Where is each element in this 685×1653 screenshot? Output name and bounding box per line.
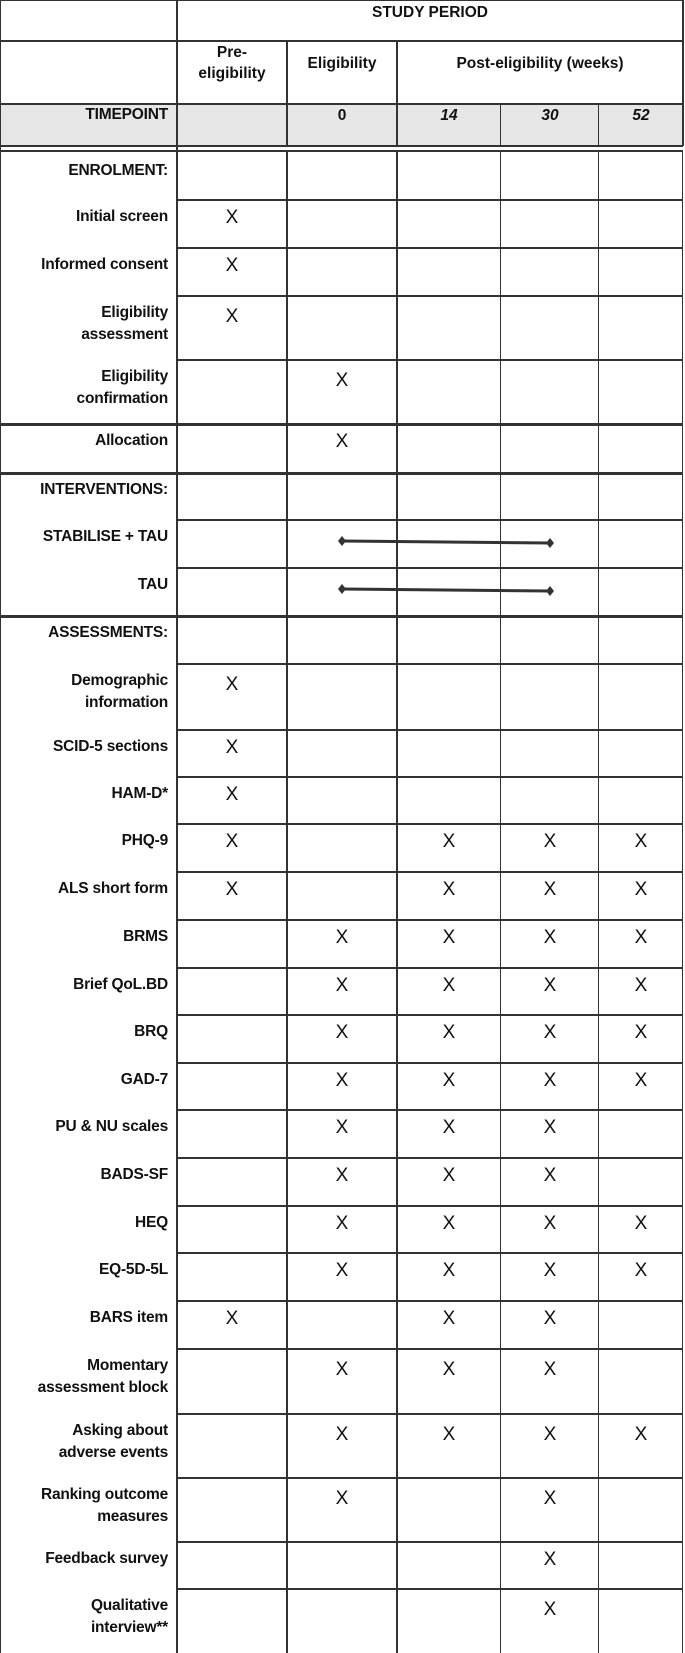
schedule-mark: X [335,1213,349,1234]
schedule-mark: X [543,1308,557,1329]
schedule-mark: X [442,879,456,900]
schedule-mark: X [543,1070,557,1091]
timepoint-52: 52 [632,107,650,124]
schedule-mark: X [335,975,349,996]
schedule-mark: X [225,879,239,900]
schedule-mark: X [543,1260,557,1281]
schedule-mark: X [543,927,557,948]
schedule-mark: X [335,1070,349,1091]
study-period-header: STUDY PERIOD [372,4,488,21]
section-heading: ASSESSMENTS: [48,624,168,641]
row-label: GAD-7 [120,1071,168,1088]
schedule-mark: X [442,1213,456,1234]
row-label: EQ-5D-5L [98,1261,168,1278]
section-heading: INTERVENTIONS: [40,481,168,498]
row-label: TAU [137,576,168,593]
schedule-mark: X [442,975,456,996]
row-label: HAM-D* [111,785,168,802]
schedule-mark: X [225,207,239,228]
schedule-mark: X [335,1359,349,1380]
schedule-mark: X [225,306,239,327]
schedule-mark: X [543,1599,557,1620]
schedule-mark: X [543,1213,557,1234]
row-label: HEQ [135,1214,168,1231]
row-label: Asking about adverse events [58,1422,168,1461]
schedule-mark: X [634,1424,648,1445]
row-label: SCID-5 sections [52,738,168,755]
schedule-mark: X [543,1549,557,1570]
timepoint-30: 30 [541,107,559,124]
schedule-mark: X [442,1308,456,1329]
schedule-mark: X [543,1165,557,1186]
row-label: BRMS [123,928,168,945]
row-label: Eligibility confirmation [76,368,168,407]
schedule-mark: X [543,1488,557,1509]
schedule-mark: X [442,1424,456,1445]
schedule-mark: X [543,1424,557,1445]
row-label: Brief QoL.BD [73,976,168,993]
schedule-mark: X [442,1260,456,1281]
period-pre-eligibility: Pre- eligibility [198,44,266,82]
section-heading: ENROLMENT: [68,162,168,179]
period-post-eligibility: Post-eligibility (weeks) [456,55,624,72]
schedule-mark: X [335,1260,349,1281]
row-label: Feedback survey [45,1550,168,1567]
row-label: BRQ [134,1023,168,1040]
row-label: BADS-SF [100,1166,168,1183]
diamond-endpoint-icon [546,538,554,548]
row-label: Informed consent [41,256,168,273]
row-label: ALS short form [57,880,168,897]
intervention-duration-line [342,589,550,591]
row-label: BARS item [89,1309,168,1326]
diamond-endpoint-icon [546,586,554,596]
row-label: Qualitative interview** [90,1597,168,1636]
schedule-mark: X [442,1022,456,1043]
row-label: PHQ-9 [121,832,168,849]
schedule-mark: X [225,831,239,852]
schedule-mark: X [335,431,349,452]
schedule-mark: X [634,927,648,948]
schedule-mark: X [543,1359,557,1380]
schedule-mark: X [543,975,557,996]
timepoint-14: 14 [440,107,458,124]
schedule-mark: X [543,1022,557,1043]
schedule-mark: X [225,674,239,695]
schedule-mark: X [442,1117,456,1138]
schedule-mark: X [225,255,239,276]
timepoint-label: TIMEPOINT [85,106,168,123]
diamond-endpoint-icon [338,536,346,546]
row-label: Demographic information [71,672,168,711]
row-label: Initial screen [76,208,168,225]
period-eligibility: Eligibility [307,55,377,72]
schedule-mark: X [442,1165,456,1186]
schedule-mark: X [634,1022,648,1043]
schedule-mark: X [335,927,349,948]
schedule-mark: X [442,927,456,948]
schedule-mark: X [634,1213,648,1234]
schedule-mark: X [634,1070,648,1091]
intervention-duration-line [342,541,550,543]
schedule-mark: X [543,831,557,852]
schedule-mark: X [543,879,557,900]
schedule-mark: X [634,975,648,996]
diamond-endpoint-icon [338,584,346,594]
schedule-mark: X [335,1022,349,1043]
schedule-mark: X [335,370,349,391]
row-label: Allocation [95,432,168,449]
schedule-mark: X [225,737,239,758]
schedule-mark: X [634,879,648,900]
timepoint-0: 0 [337,107,347,124]
row-label: Momentary assessment block [37,1357,168,1396]
schedule-mark: X [543,1117,557,1138]
row-label: STABILISE + TAU [42,528,168,545]
schedule-mark: X [442,1070,456,1091]
schedule-mark: X [634,1260,648,1281]
schedule-mark: X [225,784,239,805]
schedule-mark: X [335,1117,349,1138]
row-label: Eligibility assessment [81,304,168,343]
row-label: PU & NU scales [55,1118,168,1135]
schedule-mark: X [634,831,648,852]
schedule-mark: X [442,831,456,852]
row-label: Ranking outcome measures [40,1486,168,1525]
schedule-mark: X [335,1488,349,1509]
schedule-mark: X [335,1165,349,1186]
schedule-mark: X [335,1424,349,1445]
schedule-mark: X [225,1308,239,1329]
schedule-mark: X [442,1359,456,1380]
